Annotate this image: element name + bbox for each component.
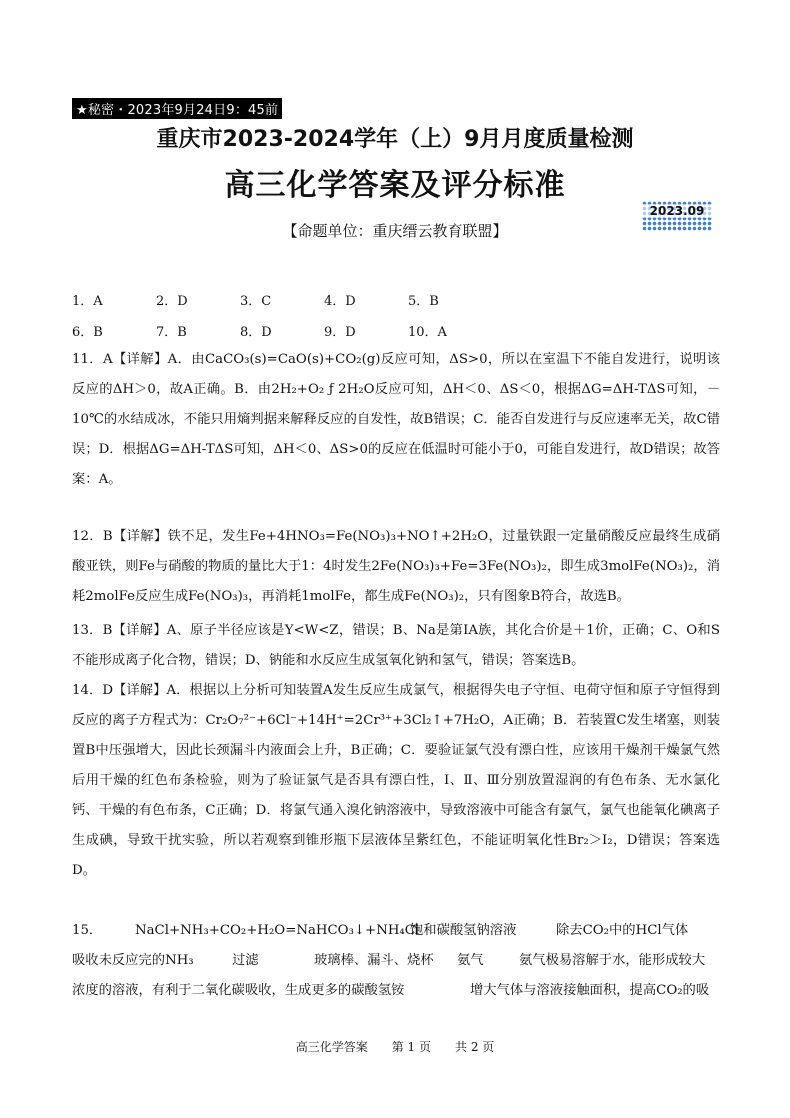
answer-item: 2．D [156,294,188,309]
answer-item: 10．A [408,325,447,340]
question-12-explanation [72,522,720,612]
answer-item: 5．B [408,294,439,309]
author-unit: 【命题单位：重庆缙云教育联盟】 [282,222,508,240]
q14-text: 14．D【详解】A．根据以上分析可知装置A发生反应生成氯气，根据得失电子守恒、电荷守恒和原子守恒得到反应的离子方程式为：Cr₂O₇²⁻+6Cl⁻+14H⁺=2Cr³⁺+3Cl₂↑+7H₂O，A正确；B．若装置C发生堵塞，则装置B中压强增大，因此长颈漏斗内液面会上升，B正确；C．要验证氯气没有漂白性，应该用干燥剂干燥氯气然后用干燥的红色布条检验，则为了验证氯气是否具有漂白性，Ⅰ、Ⅱ、Ⅲ分别放置湿润的有色布条、无水氯化钙、干燥的有色布条，C正确；D．将氯气通入溴化钠溶液中，导致溶液中可能含有氯气，氯气也能氧化碘离子生成碘，导致干扰实验，所以若观察到锥形瓶下层液体呈紫红色，不能证明氧化性Br₂＞I₂，D错误；答案选D。 [72,683,720,878]
q15-line-1 [72,916,722,946]
q15-line-3 [72,976,722,1006]
page-footer: 高三化学答案 第 1 页 共 2 页 [295,1040,495,1054]
date-stamp-text: 2023.09 [642,204,712,218]
q15-number: 15． [72,923,103,938]
question-15-answers [72,916,722,1006]
page-title: 高三化学答案及评分标准 [224,168,566,203]
exam-title: 重庆市2023-2024学年（上）9月月度质量检测 [156,127,634,152]
answer-item: 9．D [324,325,356,340]
q15-answer: 除去CO₂中的HCl气体 [556,923,689,938]
answer-item: 1．A [72,294,103,309]
q15-answer: 浓度的溶液，有利于二氧化碳吸收，生成更多的碳酸氢铵 [72,983,405,998]
answer-item: 8．D [240,325,272,340]
q15-answer: 氨气 [457,953,484,968]
q12-text: 12．B【详解】铁不足，发生Fe+4HNO₃=Fe(NO₃)₃+NO↑+2H₂O，过量铁跟一定量硝酸反应最终生成硝酸亚铁，则Fe与硝酸的物质的量比大于1：4时发生2Fe(NO₃)₃+Fe=3Fe(NO₃)₂，即生成3molFe(NO₃)₂，消耗2molFe反应生成Fe(NO₃)₃，再消耗1molFe，都生成Fe(NO₃)₂，只有图象B符合，故选B。 [72,529,720,604]
answer-item: 6．B [72,325,103,340]
q13-text: 13．B【详解】A、原子半径应该是Y<W<Z，错误；B、Na是第IA族，其化合价是＋1价，正确；C、O和S不能形成离子化合物，错误；D、钠能和水反应生成氢氧化钠和氢气，错误；答案选B。 [72,623,720,668]
q15-answer: 氨气极易溶解于水，能形成较大 [519,953,706,968]
q15-answer: 过滤 [232,953,259,968]
answer-item: 4．D [324,294,356,309]
q15-answer: 吸收未反应完的NH₃ [72,953,194,968]
question-14-explanation [72,676,720,886]
q15-line-2 [72,946,722,976]
q11-text: 11．A【详解】A．由CaCO₃(s)=CaO(s)+CO₂(g)反应可知，ΔS>0，所以在室温下不能自发进行，说明该反应的ΔH＞0，故A正确。B．由2H₂+O₂ ƒ 2H₂O反应可知，ΔH＜0、ΔS＜0，根据ΔG=ΔH-TΔS可知，－10℃的水结成冰，不能只用熵判据来解释反应的自发性，故B错误；C．能否自发进行与反应速率无关，故C错误；D．根据ΔG=ΔH-TΔS可知，ΔH＜0、ΔS>0的反应在低温时可能小于0，可能自发进行，故D错误；故答案：A。 [72,352,720,487]
answer-item: 3．C [240,294,272,309]
question-13-explanation [72,616,720,676]
answer-item: 7．B [156,325,187,340]
q15-answer: 饱和碳酸氢钠溶液 [410,923,517,938]
confidential-label: ★秘密・2023年9月24日9：45前 [72,98,282,119]
q15-answer: 增大气体与溶液接触面积，提高CO₂的吸 [470,983,710,998]
q15-answer: 玻璃棒、漏斗、烧杯 [314,953,434,968]
question-11-explanation [72,345,720,495]
q15-answer: NaCl+NH₃+CO₂+H₂O=NaHCO₃↓+NH₄Cl [135,923,420,938]
